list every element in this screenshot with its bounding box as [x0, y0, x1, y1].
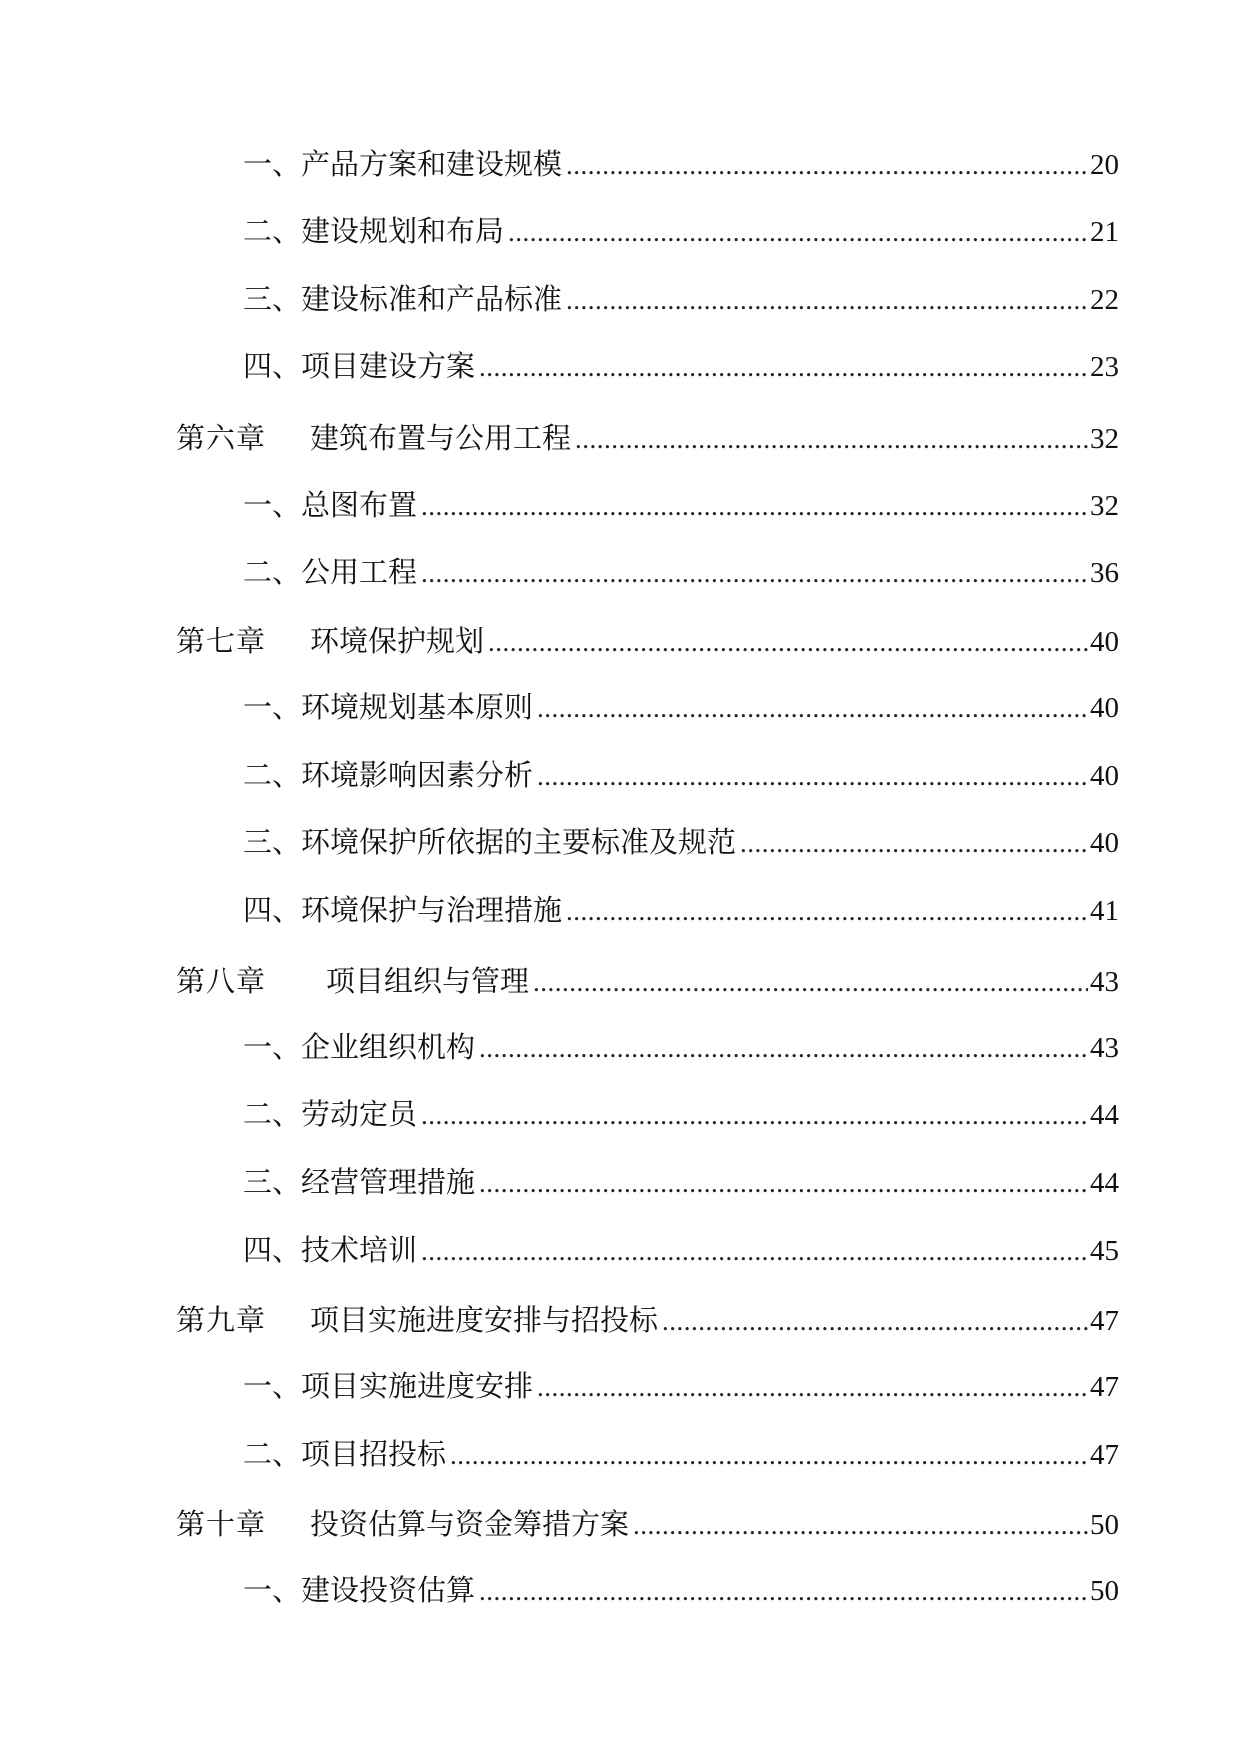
page-number: 50 — [1090, 1509, 1119, 1541]
section-title: 公用工程 — [301, 555, 418, 589]
page-number: 21 — [1090, 216, 1119, 248]
section-title: 经营管理措施 — [301, 1165, 476, 1199]
toc-entry[interactable] — [243, 687, 1119, 727]
page-number: 44 — [1090, 1167, 1119, 1199]
page-number: 47 — [1090, 1371, 1119, 1403]
section-number: 四、 — [243, 1233, 302, 1267]
page-number: 43 — [1090, 966, 1119, 998]
toc-entry[interactable] — [176, 1504, 1119, 1544]
dot-leader — [662, 1301, 1088, 1341]
dot-leader — [421, 1095, 1088, 1135]
section-title: 项目建设方案 — [301, 349, 476, 383]
chapter-number: 第七章 — [176, 624, 267, 658]
dot-leader — [566, 891, 1088, 931]
toc-entry[interactable] — [243, 1570, 1119, 1610]
page-number: 40 — [1090, 692, 1119, 724]
page-number: 32 — [1090, 490, 1119, 522]
section-title: 建设标准和产品标准 — [301, 282, 563, 316]
toc-entry[interactable] — [243, 822, 1119, 862]
section-title: 劳动定员 — [301, 1097, 418, 1131]
toc-entry[interactable] — [243, 485, 1119, 525]
toc-entry[interactable] — [176, 961, 1119, 1001]
section-number: 二、 — [243, 758, 302, 792]
toc-entry[interactable] — [243, 346, 1119, 386]
page-number: 40 — [1090, 827, 1119, 859]
chapter-number: 第八章 — [176, 964, 267, 998]
section-number: 二、 — [243, 1097, 302, 1131]
dot-leader — [421, 1231, 1088, 1271]
toc-entry[interactable] — [176, 418, 1119, 458]
section-number: 四、 — [243, 349, 302, 383]
section-number: 一、 — [243, 1573, 302, 1607]
dot-leader — [479, 1571, 1088, 1611]
dot-leader — [479, 1028, 1088, 1068]
dot-leader — [479, 1163, 1088, 1203]
toc-entry[interactable] — [243, 1366, 1119, 1406]
page-number: 36 — [1090, 557, 1119, 589]
chapter-number: 第九章 — [176, 1303, 267, 1337]
chapter-title: 项目组织与管理 — [326, 964, 530, 998]
page-number: 22 — [1090, 284, 1119, 316]
section-number: 二、 — [243, 555, 302, 589]
section-number: 一、 — [243, 1369, 302, 1403]
section-title: 环境保护所依据的主要标准及规范 — [301, 825, 737, 859]
dot-leader — [740, 823, 1088, 863]
chapter-title: 项目实施进度安排与招投标 — [310, 1303, 659, 1337]
dot-leader — [633, 1505, 1088, 1545]
page-number: 20 — [1090, 149, 1119, 181]
page-number: 50 — [1090, 1575, 1119, 1607]
chapter-number: 第六章 — [176, 421, 267, 455]
dot-leader — [575, 419, 1088, 459]
page-number: 45 — [1090, 1235, 1119, 1267]
section-number: 一、 — [243, 1030, 302, 1064]
chapter-title: 建筑布置与公用工程 — [310, 421, 572, 455]
page-number: 47 — [1090, 1305, 1119, 1337]
page-number: 47 — [1090, 1439, 1119, 1471]
page-number: 44 — [1090, 1099, 1119, 1131]
section-title: 企业组织机构 — [301, 1030, 476, 1064]
page-number: 32 — [1090, 423, 1119, 455]
dot-leader — [479, 347, 1088, 387]
section-number: 四、 — [243, 893, 302, 927]
section-number: 三、 — [243, 825, 302, 859]
section-title: 技术培训 — [301, 1233, 418, 1267]
dot-leader — [533, 962, 1088, 1002]
toc-entry[interactable] — [243, 1230, 1119, 1270]
section-title: 环境影响因素分析 — [301, 758, 534, 792]
dot-leader — [450, 1435, 1088, 1475]
dot-leader — [537, 1367, 1088, 1407]
toc-entry[interactable] — [243, 1027, 1119, 1067]
toc-entry[interactable] — [176, 1300, 1119, 1340]
dot-leader — [566, 280, 1088, 320]
section-title: 环境保护与治理措施 — [301, 893, 563, 927]
page-number: 40 — [1090, 760, 1119, 792]
section-title: 建设投资估算 — [301, 1573, 476, 1607]
section-title: 项目实施进度安排 — [301, 1369, 534, 1403]
section-title: 总图布置 — [301, 488, 418, 522]
dot-leader — [421, 486, 1088, 526]
section-number: 一、 — [243, 488, 302, 522]
toc-entry[interactable] — [243, 755, 1119, 795]
page-number: 40 — [1090, 626, 1119, 658]
section-number: 二、 — [243, 1437, 302, 1471]
section-title: 建设规划和布局 — [301, 214, 505, 248]
section-number: 一、 — [243, 690, 302, 724]
page-number: 23 — [1090, 351, 1119, 383]
page-number: 43 — [1090, 1032, 1119, 1064]
dot-leader — [421, 553, 1088, 593]
toc-entry[interactable] — [243, 552, 1119, 592]
toc-entry[interactable] — [243, 1094, 1119, 1134]
page-number: 41 — [1090, 895, 1119, 927]
toc-entry[interactable] — [243, 144, 1119, 184]
dot-leader — [488, 622, 1088, 662]
toc-entry[interactable] — [243, 1434, 1119, 1474]
chapter-title: 投资估算与资金筹措方案 — [310, 1507, 630, 1541]
section-number: 二、 — [243, 214, 302, 248]
section-number: 三、 — [243, 282, 302, 316]
toc-entry[interactable] — [243, 279, 1119, 319]
dot-leader — [566, 145, 1088, 185]
toc-entry[interactable] — [243, 1162, 1119, 1202]
toc-entry[interactable] — [243, 211, 1119, 251]
dot-leader — [537, 688, 1088, 728]
section-title: 环境规划基本原则 — [301, 690, 534, 724]
section-title: 产品方案和建设规模 — [301, 147, 563, 181]
toc-entry[interactable] — [176, 621, 1119, 661]
section-title: 项目招投标 — [301, 1437, 447, 1471]
toc-entry[interactable] — [243, 890, 1119, 930]
dot-leader — [537, 756, 1088, 796]
chapter-number: 第十章 — [176, 1507, 267, 1541]
dot-leader — [508, 212, 1088, 252]
section-number: 一、 — [243, 147, 302, 181]
chapter-title: 环境保护规划 — [310, 624, 485, 658]
section-number: 三、 — [243, 1165, 302, 1199]
